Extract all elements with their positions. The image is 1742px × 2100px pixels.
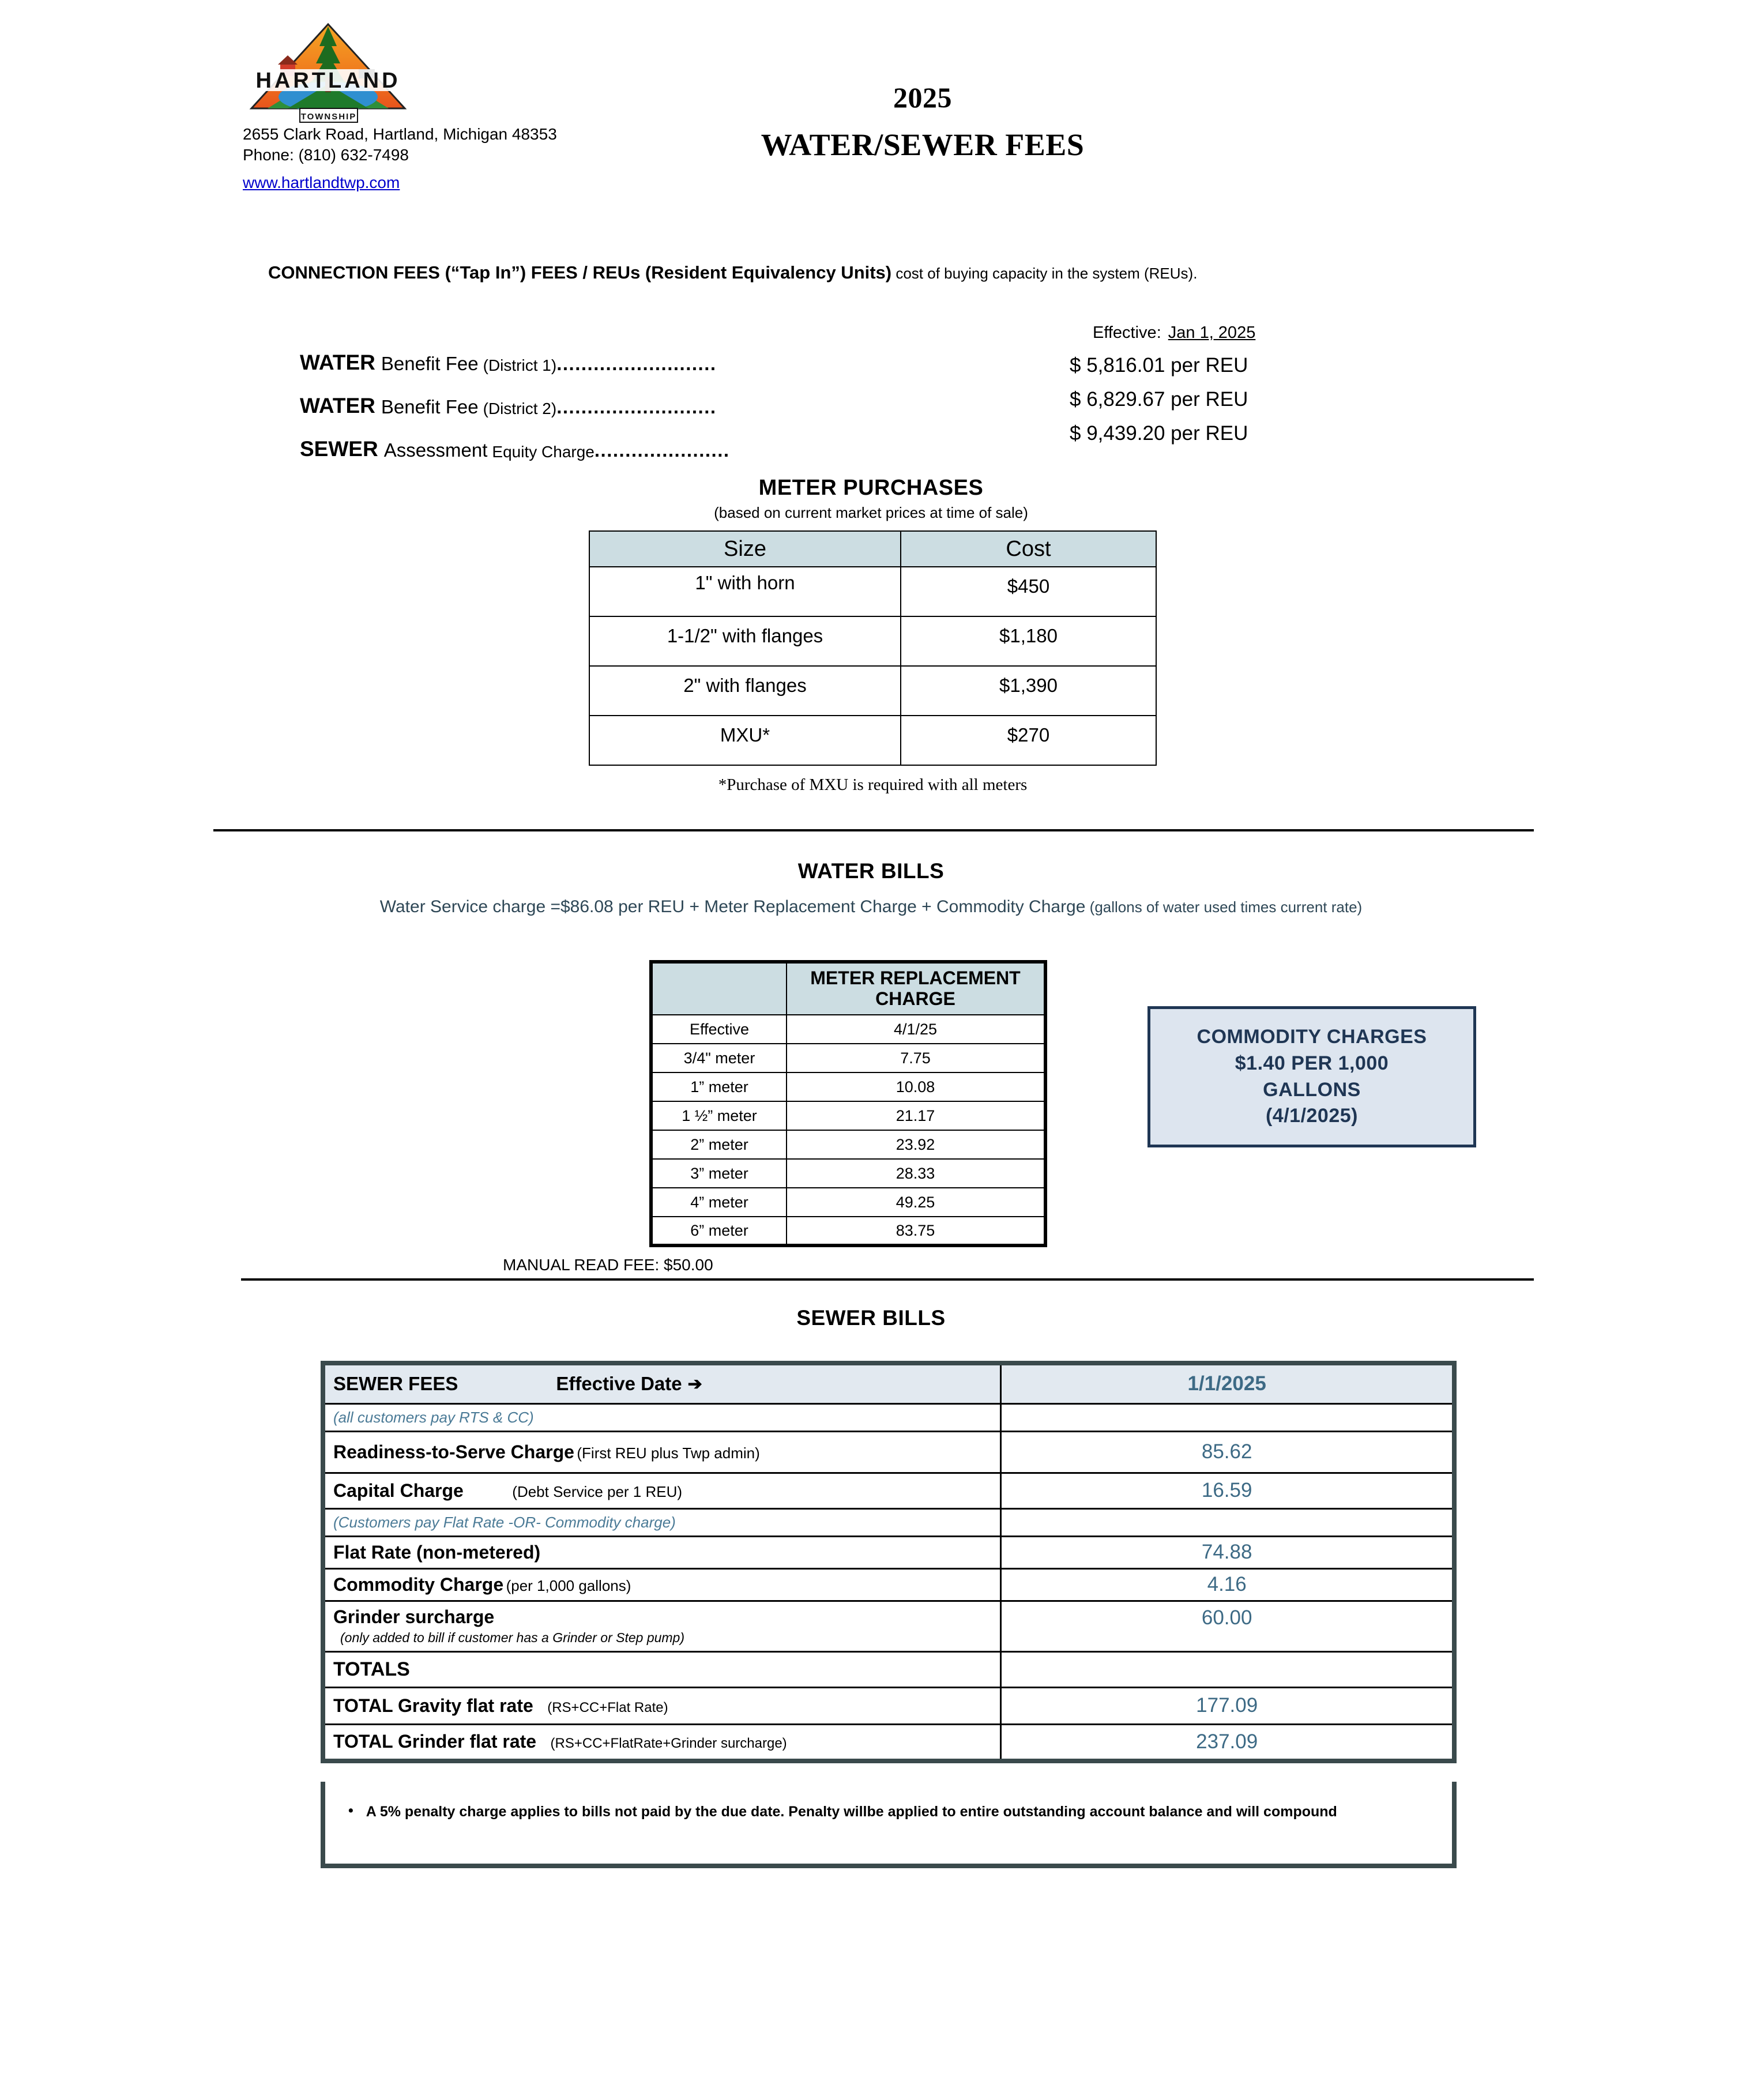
table-row — [323, 1473, 1454, 1508]
cell-value: 10.08 — [787, 1072, 1045, 1101]
table-row — [589, 716, 1156, 765]
effective-date-label — [1093, 325, 1473, 341]
table-row — [651, 1188, 1045, 1217]
commodity-line: GALLONS — [1263, 1078, 1361, 1101]
cell-label: Effective — [651, 1015, 787, 1044]
fee-row-dots: .......................... — [556, 353, 717, 374]
meter-purchases-section — [0, 476, 1742, 794]
row-tiny-note: (only added to bill if customer has a Grinder or Step pump) — [340, 1630, 685, 1645]
commodity-line: $1.40 PER 1,000 — [1235, 1052, 1389, 1074]
sewer-total-row-label — [323, 1724, 1001, 1761]
cell-value: 7.75 — [787, 1044, 1045, 1072]
fee-row-lead: SEWER — [300, 437, 378, 461]
sewer-total-row-label — [323, 1687, 1001, 1724]
commodity-line: COMMODITY CHARGES — [1197, 1026, 1427, 1048]
sewer-row-label — [323, 1431, 1001, 1473]
bullet-icon: • — [348, 1802, 353, 1819]
cell-value: 28.33 — [787, 1159, 1045, 1188]
cell-value: 21.17 — [787, 1101, 1045, 1130]
row-value: 60.00 — [1001, 1601, 1454, 1651]
effective-date-label: Effective Date — [556, 1373, 682, 1395]
row-value: 74.88 — [1001, 1536, 1454, 1568]
meter-purchases-note: *Purchase of MXU is required with all meters — [718, 776, 1028, 794]
row-label: Grinder surcharge — [333, 1606, 495, 1627]
table-header-row — [589, 531, 1156, 567]
row-value: 85.62 — [1001, 1431, 1454, 1473]
sewer-bills-title: SEWER BILLS — [796, 1306, 946, 1330]
effective-date-value: Jan 1, 2025 — [1168, 323, 1256, 342]
fee-row — [300, 375, 1021, 418]
meter-purchases-title: METER PURCHASES — [758, 476, 984, 500]
row-label: TOTAL Grinder flat rate — [333, 1731, 537, 1752]
row-value: 177.09 — [1001, 1687, 1454, 1724]
sewer-header-date: 1/1/2025 — [1001, 1363, 1454, 1403]
water-bills-formula — [0, 897, 1742, 917]
table-row — [589, 666, 1156, 716]
row-sublabel: (RS+CC+Flat Rate) — [547, 1699, 668, 1715]
fee-amount: $ 5,816.01 per REU — [1070, 354, 1248, 377]
sewer-row-label — [323, 1473, 1001, 1508]
fee-row-paren: (District 1) — [483, 356, 557, 374]
connection-fees-heading-sub: cost of buying capacity in the system (REUs). — [891, 265, 1198, 282]
totals-label: TOTALS — [333, 1658, 410, 1680]
meter-purchases-table — [589, 530, 1157, 766]
document-header — [0, 0, 1742, 242]
sewer-row-label — [323, 1601, 1001, 1651]
sewer-fees-table — [321, 1361, 1457, 1763]
table-row — [651, 1044, 1045, 1072]
cell-label: 1” meter — [651, 1072, 787, 1101]
table-row — [323, 1651, 1454, 1687]
cell-size: MXU* — [589, 716, 901, 765]
commodity-line: (4/1/2025) — [1265, 1105, 1358, 1127]
cell-cost: $270 — [901, 716, 1156, 765]
table-row — [651, 1217, 1045, 1245]
cell-empty — [1001, 1403, 1454, 1431]
section-divider — [213, 829, 1534, 831]
water-bills-formula-main: Water Service charge =$86.08 per REU + Meter Replacement Charge + Commodity Charge — [379, 897, 1086, 916]
sewer-note-flat — [323, 1508, 1001, 1536]
row-value: 4.16 — [1001, 1568, 1454, 1601]
table-header-row — [651, 962, 1045, 1015]
table-row — [651, 1072, 1045, 1101]
row-label: Readiness-to-Serve Charge — [333, 1441, 574, 1462]
table-row — [651, 1130, 1045, 1159]
cell-value: 23.92 — [787, 1130, 1045, 1159]
fee-row-paren: Equity Charge — [492, 443, 595, 461]
row-sublabel: (per 1,000 gallons) — [506, 1576, 631, 1594]
water-bills-formula-small: (gallons of water used times current rate) — [1085, 898, 1363, 916]
title-block — [600, 81, 1246, 163]
effective-amounts-block — [1070, 325, 1473, 443]
cell-cost: $1,180 — [901, 616, 1156, 666]
row-value: 237.09 — [1001, 1724, 1454, 1761]
sewer-fees-label: SEWER FEES — [333, 1373, 458, 1395]
sewer-table-header-row — [323, 1363, 1454, 1403]
sewer-row-label — [323, 1536, 1001, 1568]
water-bills-title: WATER BILLS — [797, 859, 945, 883]
commodity-charges-text — [1197, 1024, 1427, 1129]
connection-fee-rows — [300, 332, 1021, 461]
fee-row-lead: WATER — [300, 394, 375, 417]
cell-empty — [1001, 1651, 1454, 1687]
sewer-note-flat-text: (Customers pay Flat Rate -OR- Commodity charge) — [333, 1513, 676, 1531]
manual-read-fee: MANUAL READ FEE: $50.00 — [503, 1256, 713, 1274]
table-row — [651, 1101, 1045, 1130]
cell-label: 2” meter — [651, 1130, 787, 1159]
svg-text:HARTLAND: HARTLAND — [255, 69, 401, 93]
cell-label: 4” meter — [651, 1188, 787, 1217]
address-line: 2655 Clark Road, Hartland, Michigan 48353 — [243, 125, 557, 143]
cell-label: 3/4" meter — [651, 1044, 787, 1072]
page-title: WATER/SEWER FEES — [761, 127, 1085, 162]
table-row — [323, 1536, 1454, 1568]
cell-label: 1 ½” meter — [651, 1101, 787, 1130]
table-row — [323, 1508, 1454, 1536]
document-year: 2025 — [893, 81, 952, 114]
cell-label: 3” meter — [651, 1159, 787, 1188]
cell-size: 2" with flanges — [589, 666, 901, 716]
cell-cost: $450 — [901, 567, 1156, 616]
fee-row-mid: Benefit Fee — [381, 353, 479, 374]
row-label: Commodity Charge — [333, 1574, 504, 1595]
row-value: 16.59 — [1001, 1473, 1454, 1508]
row-label: Capital Charge — [333, 1480, 464, 1501]
section-divider — [241, 1278, 1534, 1281]
sewer-note-rts — [323, 1403, 1001, 1431]
table-row — [589, 616, 1156, 666]
sewer-totals-label — [323, 1651, 1001, 1687]
meter-replacement-charge-table — [649, 960, 1047, 1247]
column-header-blank — [651, 962, 787, 1015]
cell-size: 1" with horn — [589, 567, 901, 616]
row-label: TOTAL Gravity flat rate — [333, 1695, 533, 1716]
table-row — [323, 1601, 1454, 1651]
row-sublabel: (First REU plus Twp admin) — [577, 1444, 760, 1462]
right-arrow-icon: ➔ — [687, 1374, 702, 1394]
cell-label: 6” meter — [651, 1217, 787, 1245]
fee-row-mid: Benefit Fee — [381, 396, 479, 417]
connection-fees-heading-bold: CONNECTION FEES (“Tap In”) FEES / REUs (Resident Equivalency Units) — [268, 262, 892, 283]
website-link[interactable]: www.hartlandtwp.com — [243, 173, 400, 191]
table-row — [323, 1403, 1454, 1431]
sewer-note-rts-text: (all customers pay RTS & CC) — [333, 1408, 534, 1426]
fee-row — [300, 418, 1021, 461]
table-row — [651, 1159, 1045, 1188]
cell-value: 4/1/25 — [787, 1015, 1045, 1044]
connection-fees-heading — [268, 262, 1594, 283]
fee-row-mid: Assessment — [383, 439, 488, 461]
table-row — [323, 1724, 1454, 1761]
table-row — [323, 1431, 1454, 1473]
effective-word: Effective: — [1093, 323, 1161, 342]
table-row — [323, 1687, 1454, 1724]
penalty-note-box — [321, 1782, 1457, 1868]
cell-value: 49.25 — [787, 1188, 1045, 1217]
cell-cost: $1,390 — [901, 666, 1156, 716]
cell-value: 83.75 — [787, 1217, 1045, 1245]
fee-row-paren: (District 2) — [483, 400, 557, 417]
sewer-header-left — [323, 1363, 1001, 1403]
fee-amount: $ 6,829.67 per REU — [1070, 388, 1248, 411]
row-label: Flat Rate (non-metered) — [333, 1541, 541, 1563]
column-header-cost: Cost — [901, 531, 1156, 567]
meter-purchases-subtitle: (based on current market prices at time of sale) — [714, 504, 1028, 521]
fee-row-dots: ...................... — [594, 439, 730, 461]
phone-line: Phone: (810) 632-7498 — [243, 145, 409, 164]
fee-row — [300, 332, 1021, 375]
table-row — [323, 1568, 1454, 1601]
column-header-meter-replacement-charge: METER REPLACEMENT CHARGE — [787, 962, 1045, 1015]
cell-empty — [1001, 1508, 1454, 1536]
row-sublabel: (RS+CC+FlatRate+Grinder surcharge) — [550, 1736, 787, 1752]
contact-block — [243, 124, 658, 193]
fee-amount: $ 9,439.20 per REU — [1070, 422, 1248, 445]
commodity-charges-box — [1147, 1006, 1476, 1147]
table-row — [651, 1015, 1045, 1044]
penalty-note-text: A 5% penalty charge applies to bills not paid by the due date. Penalty willbe applied to entire outstanding account balance and will compound — [366, 1804, 1337, 1820]
svg-text:TOWNSHIP: TOWNSHIP — [300, 112, 357, 122]
sewer-row-label — [323, 1568, 1001, 1601]
fee-row-dots: .......................... — [556, 396, 717, 417]
hartland-township-logo-icon — [244, 16, 412, 126]
table-row — [589, 567, 1156, 616]
column-header-size: Size — [589, 531, 901, 567]
fee-row-lead: WATER — [300, 351, 375, 374]
row-sublabel: (Debt Service per 1 REU) — [512, 1482, 683, 1500]
cell-size: 1-1/2" with flanges — [589, 616, 901, 666]
